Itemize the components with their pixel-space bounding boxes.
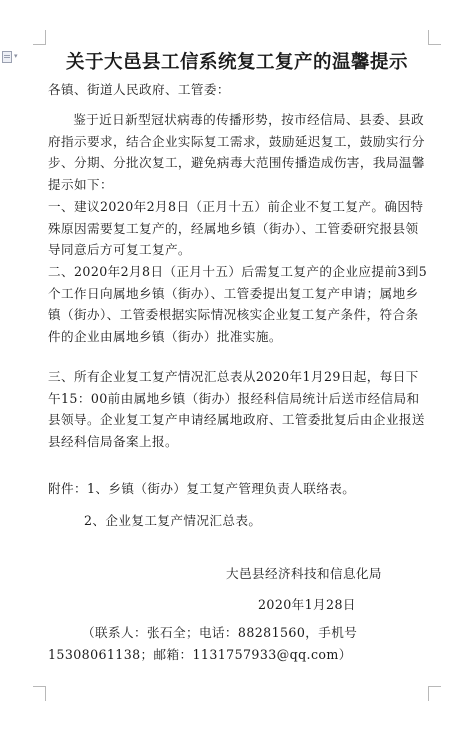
attachment-line-1: 附件：1、乡镇（街办）复工复产管理负责人联络表。 bbox=[48, 481, 356, 496]
document-title: 关于大邑县工信系统复工复产的温馨提示 bbox=[65, 52, 408, 73]
intro-paragraph: 鉴于近日新型冠状病毒的传播形势，按市经信局、县委、县政府指示要求，结合企业实际复工需求，鼓励延迟复工，鼓励实行分步、分期、分批次复工，避免病毒大范围传播造成伤害，我局温馨提示如下： bbox=[48, 112, 425, 192]
contact-line-2: 15308061138；邮箱：1131757933@qq.com） bbox=[48, 647, 352, 662]
issuer: 大邑县经济科技和信息化局 bbox=[226, 566, 382, 581]
item-2-paragraph: 二、2020年2月8日（正月十五）后需复工复产的企业应提前3到5个工作日向属地乡镇（街办）、工管委提出复工复产申请；属地乡镇（街办）、工管委根据实际情况核实企业复工复产条件，符合条件的企业由属地乡镇（街办）批准实施。 bbox=[48, 264, 428, 344]
contact-line-1: （联系人：张石全；电话：88281560，手机号 bbox=[82, 625, 358, 640]
item-3-paragraph: 三、所有企业复工复产情况汇总表从2020年1月29日起，每日下午15：00前由属地乡镇（街办）报经科信局统计后送市经信局和县领导。企业复工复产申请经属地政府、工管委批复后由企业报送县经科信局备案上报。 bbox=[48, 369, 425, 449]
crop-mark-top-left bbox=[33, 30, 46, 45]
chevron-down-icon[interactable]: ▾ bbox=[14, 52, 18, 60]
crop-mark-top-right bbox=[428, 30, 441, 45]
attachment-line-2: 2、企业复工复产情况汇总表。 bbox=[84, 513, 262, 528]
item-1-paragraph: 一、建议2020年2月8日（正月十五）前企业不复工复产。确因特殊原因需要复工复产的，经属地乡镇（街办）、工管委研究报县领导同意后方可复工复产。 bbox=[48, 199, 424, 257]
crop-mark-bottom-right bbox=[428, 686, 441, 701]
crop-mark-bottom-left bbox=[33, 686, 46, 701]
salutation: 各镇、街道人民政府、工管委： bbox=[48, 82, 230, 97]
issue-date: 2020年1月28日 bbox=[258, 597, 356, 612]
